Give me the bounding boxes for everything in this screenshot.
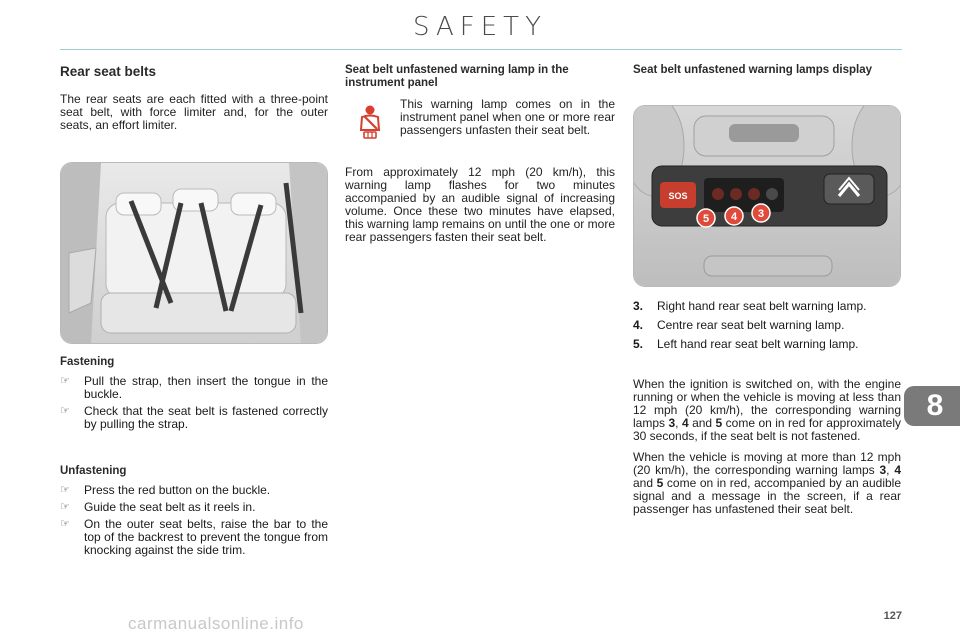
text-span: When the ignition is switched on, with the engine running or when the vehicle is moving at less than 12 mph (20 km/h), the corresponding warning lamps [633,377,901,430]
text-span: come on in red, accompanied by an audible signal and a message in the screen, if a rear passenger has unfastened their seat belt. [633,476,902,516]
text-span: and [688,416,716,430]
list-item-number: 5. [633,337,644,351]
lamp-ref: 3 [879,463,887,477]
list-item-text: On the outer seat belts, raise the bar to the top of the backrest to prevent the tongue from knocking against the side trim. [84,517,328,557]
lamps-display-column [633,64,901,77]
lamps-legend [633,300,901,357]
list-item-text: Pull the strap, then insert the tongue in the buckle. [84,374,328,401]
lamp-ref: 4 [681,416,689,430]
lamps-paragraph-1 [633,378,901,443]
lamps-display-title: Seat belt unfastened warning lamps display [633,64,873,76]
list-item [60,518,328,557]
rear-seats-photo [60,162,328,344]
text-span: , [675,416,682,430]
rear-seat-belts-intro: The rear seats are each fitted with a three-point seat belt, with force limiter and, for the outer seats, an effort limiter. [60,92,328,132]
list-item-text: Right hand rear seat belt warning lamp. [657,299,867,313]
chapter-tab [904,386,960,426]
list-item [633,300,901,313]
page-number: 127 [883,610,902,622]
list-item-text: Left hand rear seat belt warning lamp. [657,337,859,351]
overhead-console-photo [633,105,901,287]
svg-text:3: 3 [757,208,765,220]
fastening-section [60,356,328,435]
svg-text:5: 5 [702,213,710,225]
list-item [60,405,328,431]
lamp-ref: 5 [715,416,723,430]
list-item-text: Centre rear seat belt warning lamp. [657,318,845,332]
lamp-ref: 5 [656,476,664,490]
list-item-text: Check that the seat belt is fastened correctly by pulling the strap. [84,404,328,431]
unfastening-title: Unfastening [60,465,127,477]
text-span: and [633,476,657,490]
unfastening-section [60,465,328,561]
hand-pointer-icon: ☞ [60,484,70,496]
instrument-panel-column [345,64,615,244]
instrument-panel-title: Seat belt unfastened warning lamp in the instrument panel [345,64,569,89]
watermark: carmanualsonline.info [128,614,304,633]
lamps-explanation [633,378,901,516]
list-item [633,338,901,351]
lamps-paragraph-2 [633,451,901,516]
rear-seat-belts-title: Rear seat belts [60,64,157,79]
warning-lamp-detail: From approximately 12 mph (20 km/h), this warning lamp flashes for two minutes accompanied by an audible signal of increasing volume. Once these two minutes have elapsed, this warning lamp remains on until the one or more rear passengers fasten their seat belt. [345,165,615,244]
sos-label: SOS [668,191,688,201]
page-header-title: SAFETY [413,12,547,42]
text-span: come on in red for approximately 30 seconds, if the seat belt is not fastened. [633,416,901,443]
hand-pointer-icon: ☞ [60,518,70,530]
text-span: , [886,463,895,477]
text-span: When the vehicle is moving at more than 12 mph (20 km/h), the corresponding warning lamps [633,450,901,477]
list-item-number: 4. [633,318,644,332]
list-item [633,319,901,332]
fastening-title: Fastening [60,356,115,368]
warning-lamp-block [345,98,615,148]
svg-text:4: 4 [730,211,738,223]
hand-pointer-icon: ☞ [60,405,70,417]
warning-lamp-text: This warning lamp comes on in the instrument panel when one or more rear passengers unfasten their seat belt. [400,97,615,137]
header-divider [60,49,902,50]
list-item [60,375,328,401]
rear-seat-belts-column [60,64,328,132]
chapter-number: 8 [926,389,944,422]
list-item-text: Guide the seat belt as it reels in. [84,500,256,514]
unfastening-list [60,484,328,557]
list-item-text: Press the red button on the buckle. [84,483,271,497]
list-item-number: 3. [633,299,644,313]
callout-5 [697,209,715,227]
lamp-number-list [633,300,901,351]
lamp-ref: 3 [668,416,676,430]
callout-3 [752,204,770,222]
fastening-list [60,375,328,431]
seat-belt-warning-icon [355,104,385,140]
hand-pointer-icon: ☞ [60,375,70,387]
hand-pointer-icon: ☞ [60,501,70,513]
list-item [60,501,328,514]
lamp-ref: 4 [894,463,901,477]
list-item [60,484,328,497]
callout-4 [725,207,743,225]
